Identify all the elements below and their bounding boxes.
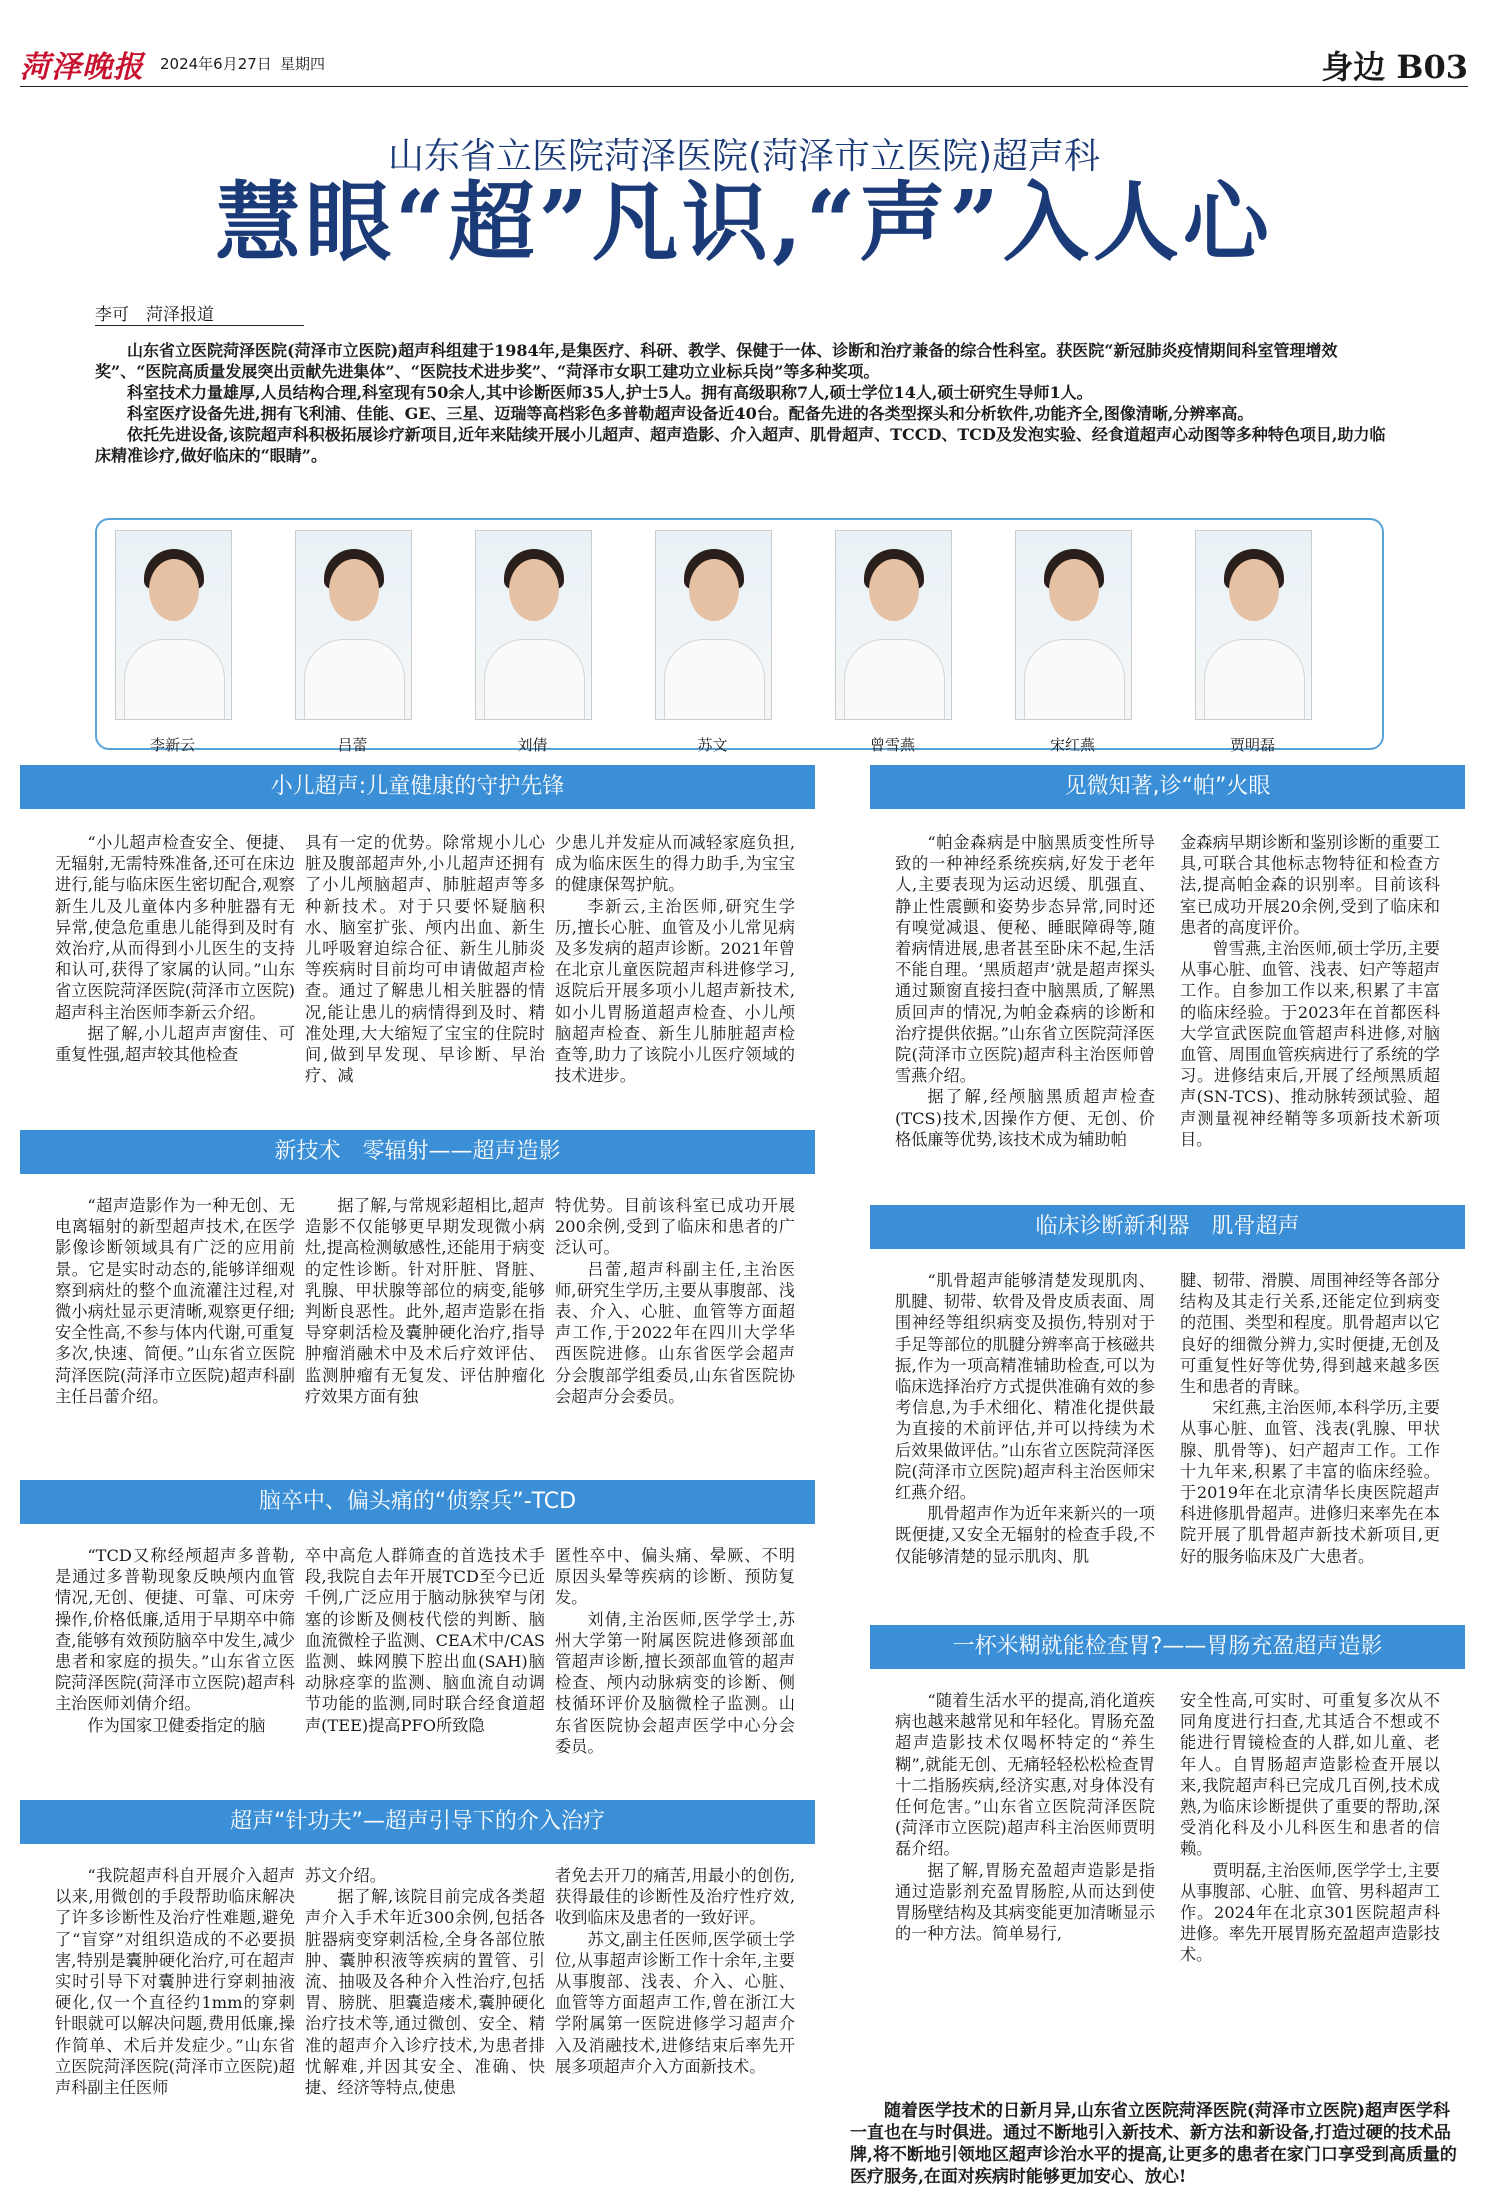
paragraph: 据了解,经颅脑黑质超声检查(TCS)技术,因操作方便、无创、价格低廉等优势,该技术成为辅助帕 bbox=[895, 1087, 1155, 1149]
paragraph: 据了解,小儿超声声窗佳、可重复性强,超声较其他检查 bbox=[55, 1023, 295, 1065]
issue-date: 2024年6月27日 bbox=[160, 55, 272, 73]
paragraph: “我院超声科自开展介入超声以来,用微创的手段帮助临床解决了许多诊断性及治疗性难题,避免了“盲穿”对组织造成的不必要损害,特别是囊肿硬化治疗,可在超声实时引导下对囊肿进行穿刺抽液硬化,仅一个直径约1mm的穿刺针眼就可以解决问题,费用低廉,操作简单、术后并发症少。”山东省立医院菏泽医院(菏泽市立医院)超声科副主任医师 bbox=[55, 1866, 295, 2098]
headline: 慧眼“超”凡识,“声”入人心 bbox=[215, 172, 1273, 273]
doctor-card bbox=[1015, 530, 1130, 755]
doctor-card bbox=[1195, 530, 1310, 755]
paragraph: 特优势。目前该科室已成功开展200余例,受到了临床和患者的广泛认可。 bbox=[555, 1196, 795, 1258]
paragraph: 腱、韧带、滑膜、周围神经等各部分结构及其走行关系,还能定位到病变的范围、类型和程度。肌骨超声以它良好的细微分辨力,实时便捷,无创及可重复性好等优势,得到越来越多医生和患者的青睐。 bbox=[1180, 1271, 1440, 1397]
byline: 李可 菏泽报道 bbox=[95, 300, 304, 326]
paragraph: 苏文,副主任医师,医学硕士学位,从事超声诊断工作十余年,主要从事腹部、浅表、介入、心脏、血管等方面超声工作,曾在浙江大学附属第一医院进修学习超声介入及消融技术,进修结束后率先开展多项超声介入方面新技术。 bbox=[555, 1929, 795, 2076]
section-banner: 小儿超声:儿童健康的守护先锋 bbox=[20, 765, 815, 809]
article-column bbox=[305, 1195, 545, 1407]
doctor-card bbox=[115, 530, 230, 755]
doctor-photo bbox=[835, 530, 952, 720]
paragraph: 具有一定的优势。除常规小儿心脏及腹部超声外,小儿超声还拥有了小儿颅脑超声、肺脏超声等多种新技术。对于只要怀疑脑积水、脑室扩张、颅内出血、新生儿呼吸窘迫综合征、新生儿肺炎等疾病时目前均可申请做超声检查。通过了解患儿相关脏器的情况,能让患儿的病情得到及时、精准处理,大大缩短了宝宝的住院时间,做到早发现、早诊断、早治疗、减 bbox=[305, 833, 545, 1086]
section-banner: 超声“针功夫”—超声引导下的介入治疗 bbox=[20, 1800, 815, 1844]
section-banner: 见微知著,诊“帕”火眼 bbox=[870, 765, 1465, 809]
doctor-photo-strip bbox=[95, 518, 1384, 754]
article-column bbox=[305, 1865, 545, 2098]
paragraph: 据了解,该院目前完成各类超声介入手术年近300余例,包括各脏器病变穿刺活检,全身各部位脓肿、囊肿积液等疾病的置管、引流、抽吸及各种介入性治疗,包括胃、膀胱、胆囊造瘘术,囊肿硬化治疗技术等,通过微创、安全、精准的超声介入诊疗技术,为患者排忧解难,并因其安全、准确、快捷、经济等特点,使患 bbox=[305, 1887, 545, 2098]
paragraph: 据了解,与常规彩超相比,超声造影不仅能够更早期发现微小病灶,提高检测敏感性,还能用于病变的定性诊断。针对肝脏、肾脏、乳腺、甲状腺等部位的病变,能够判断良恶性。此外,超声造影在指导穿刺活检及囊肿硬化治疗,指导肿瘤消融术中及术后疗效评估、监测肿瘤有无复发、评估肿瘤化疗效果方面有独 bbox=[305, 1196, 545, 1406]
paragraph: “TCD又称经颅超声多普勒,是通过多普勒现象反映颅内血管情况,无创、便捷、可靠、可床旁操作,价格低廉,适用于早期卒中筛查,能够有效预防脑卒中发生,减少患者和家庭的损失。”山东省立医院菏泽医院(菏泽市立医院)超声科主治医师刘倩介绍。 bbox=[55, 1546, 295, 1714]
doctor-card bbox=[475, 530, 590, 755]
issue-weekday: 星期四 bbox=[280, 55, 326, 73]
article-column bbox=[1180, 1690, 1440, 1966]
article-column bbox=[895, 1690, 1155, 1944]
doctor-photo bbox=[1015, 530, 1132, 720]
paragraph: 少患儿并发症从而减轻家庭负担,成为临床医生的得力助手,为宝宝的健康保驾护航。 bbox=[555, 833, 795, 895]
doctor-photo bbox=[475, 530, 592, 720]
article-column bbox=[55, 1545, 295, 1736]
section-banner: 新技术 零辐射——超声造影 bbox=[20, 1130, 815, 1174]
doctor-name: 曾雪燕 bbox=[869, 736, 915, 754]
article-column bbox=[305, 1545, 545, 1736]
doctor-photo bbox=[655, 530, 772, 720]
intro-paragraph: 依托先进设备,该院超声科积极拓展诊疗新项目,近年来陆续开展小儿超声、超声造影、介入超声、肌骨超声、TCCD、TCD及发泡实验、经食道超声心动图等多种特色项目,助力临床精准诊疗,做好临床的“眼睛”。 bbox=[95, 425, 1386, 465]
intro-paragraph: 科室技术力量雄厚,人员结构合理,科室现有50余人,其中诊断医师35人,护士5人。拥有高级职称7人,硕士学位14人,硕士研究生导师1人。 bbox=[127, 383, 1093, 402]
paragraph: “小儿超声检查安全、便捷、无辐射,无需特殊准备,还可在床边进行,能与临床医生密切配合,观察新生儿及儿童体内多种脏器有无异常,使急危重患儿能得到及时有效治疗,从而得到小儿医生的支持和认可,获得了家属的认同。”山东省立医院菏泽医院(菏泽市立医院)超声科主治医师李新云介绍。 bbox=[55, 833, 295, 1022]
paragraph: 苏文介绍。 bbox=[305, 1866, 386, 1885]
kicker: 山东省立医院菏泽医院(菏泽市立医院)超声科 bbox=[387, 136, 1101, 177]
article-column bbox=[555, 1865, 795, 2077]
paragraph: 曾雪燕,主治医师,硕士学历,主要从事心脏、血管、浅表、妇产等超声工作。自参加工作以来,积累了丰富的临床经验。于2023年在首都医科大学宣武医院血管超声科进修,对脑血管、周围血管疾病进行了系统的学习。进修结束后,开展了经颅黑质超声(SN-TCS)、推动脉转颈试验、超声测量视神经鞘等多项新技术新项目。 bbox=[1180, 939, 1440, 1149]
article-column bbox=[895, 832, 1155, 1150]
intro-paragraph: 山东省立医院菏泽医院(菏泽市立医院)超声科组建于1984年,是集医疗、科研、教学、保健于一体、诊断和治疗兼备的综合性科室。获医院“新冠肺炎疫情期间科室管理增效奖”、“医院高质量发展突出贡献先进集体”、“医院技术进步奖”、“菏泽市女职工建功立业标兵岗”等多种奖项。 bbox=[95, 341, 1338, 381]
article-column bbox=[1180, 1270, 1440, 1567]
article-column bbox=[1180, 832, 1440, 1150]
section-banner: 脑卒中、偏头痛的“侦察兵”-TCD bbox=[20, 1480, 815, 1524]
paragraph: 宋红燕,主治医师,本科学历,主要从事心脏、血管、浅表(乳腺、甲状腺、肌骨等)、妇产超声工作。工作十九年来,积累了丰富的临床经验。于2019年在北京清华长庚医院超声科进修肌骨超声。进修归来率先在本院开展了肌骨超声新技术新项目,更好的服务临床及广大患者。 bbox=[1180, 1398, 1440, 1566]
article-column bbox=[555, 832, 795, 1086]
paragraph: 据了解,胃肠充盈超声造影是指通过造影剂充盈胃肠腔,从而达到使胃肠壁结构及其病变能更加清晰显示的一种方法。简单易行, bbox=[895, 1860, 1155, 1944]
closing-paragraph bbox=[850, 2100, 1460, 2188]
doctor-photo bbox=[1195, 530, 1312, 720]
paragraph: 安全性高,可实时、可重复多次从不同角度进行扫查,尤其适合不想或不能进行胃镜检查的人群,如儿童、老年人。自胃肠超声造影检查开展以来,我院超声科已完成几百例,技术成熟,为临床诊断提供了重要的帮助,深受消化科及小儿科医生和患者的信赖。 bbox=[1180, 1691, 1440, 1859]
paragraph: 刘倩,主治医师,医学学士,苏州大学第一附属医院进修颈部血管超声诊断,擅长颈部血管的超声检查、颅内动脉病变的诊断、侧枝循环评价及脑微栓子监测。山东省医院协会超声医学中心分会委员。 bbox=[555, 1609, 795, 1756]
paragraph: 贾明磊,主治医师,医学学士,主要从事腹部、心脏、血管、男科超声工作。2024年在北京301医院超声科进修。率先开展胃肠充盈超声造影技术。 bbox=[1180, 1860, 1440, 1965]
article-column bbox=[55, 1195, 295, 1407]
paragraph: 肌骨超声作为近年来新兴的一项既便捷,又安全无辐射的检查手段,不仅能够清楚的显示肌肉、肌 bbox=[895, 1504, 1155, 1566]
doctor-card bbox=[295, 530, 410, 755]
paragraph: 作为国家卫健委指定的脑 bbox=[87, 1715, 266, 1735]
section-banner: 一杯米糊就能检查胃?——胃肠充盈超声造影 bbox=[870, 1625, 1465, 1669]
article-column bbox=[555, 1195, 795, 1407]
paragraph: 金森病早期诊断和鉴别诊断的重要工具,可联合其他标志物特征和检查方法,提高帕金森的识别率。目前该科室已成功开展20余例,受到了临床和患者的高度评价。 bbox=[1180, 833, 1440, 937]
doctor-photo bbox=[115, 530, 232, 720]
doctor-name: 刘倩 bbox=[517, 736, 548, 754]
paragraph: “随着生活水平的提高,消化道疾病也越来越常见和年轻化。胃肠充盈超声造影技术仅喝杯特定的“养生糊”,就能无创、无痛轻轻松松检查胃十二指肠疾病,经济实惠,对身体没有任何危害。”山东省立医院菏泽医院(菏泽市立医院)超声科主治医师贾明磊介绍。 bbox=[895, 1691, 1155, 1859]
paper-logo: 菏泽晚报 bbox=[20, 50, 144, 85]
paragraph: 卒中高危人群筛查的首选技术手段,我院自去年开展TCD至今已近千例,广泛应用于脑动脉狭窄与闭塞的诊断及侧枝代偿的判断、脑血流微栓子监测、CEA术中/CAS监测、蛛网膜下腔出血(SAH)脑动脉痉挛的监测、脑血流自动调节功能的监测,同时联合经食道超声(TEE)提高PFO所致隐 bbox=[305, 1546, 545, 1735]
paragraph: “帕金森病是中脑黑质变性所导致的一种神经系统疾病,好发于老年人,主要表现为运动迟缓、肌强直、静止性震颤和姿势步态异常,同时还有嗅觉减退、便秘、睡眠障碍等,随着病情进展,患者甚至卧床不起,生活不能自理。‘黑质超声’就是超声探头通过颞窗直接扫查中脑黑质,了解黑质回声的情况,为帕金森病的诊断和治疗提供依据。”山东省立医院菏泽医院(菏泽市立医院)超声科主治医师曾雪燕介绍。 bbox=[895, 833, 1155, 1086]
doctor-name: 贾明磊 bbox=[1229, 736, 1275, 754]
paragraph: 随着医学技术的日新月异,山东省立医院菏泽医院(菏泽市立医院)超声医学科一直也在与时俱进。通过不断地引入新技术、新方法和新设备,打造过硬的技术品牌,将不断地引领地区超声诊治水平的提高,让更多的患者在家门口享受到高质量的医疗服务,在面对疾病时能够更加安心、放心! bbox=[850, 2101, 1457, 2187]
doctor-name: 宋红燕 bbox=[1049, 736, 1095, 754]
doctor-card bbox=[835, 530, 950, 755]
doctor-name: 吕蕾 bbox=[337, 736, 368, 754]
paragraph: “超声造影作为一种无创、无电离辐射的新型超声技术,在医学影像诊断领域具有广泛的应用前景。它是实时动态的,能够详细观察到病灶的整个血流灌注过程,对微小病灶显示更清晰,观察更仔细;安全性高,不参与体内代谢,可重复多次,快速、简便。”山东省立医院菏泽医院(菏泽市立医院)超声科副主任吕蕾介绍。 bbox=[55, 1196, 295, 1406]
paragraph: 者免去开刀的痛苦,用最小的创伤,获得最佳的诊断性及治疗性疗效,收到临床及患者的一致好评。 bbox=[555, 1866, 795, 1928]
doctor-name: 苏文 bbox=[697, 736, 728, 754]
paragraph: 吕蕾,超声科副主任,主治医师,研究生学历,主要从事腹部、浅表、介入、心脏、血管等方面超声工作,于2022年在四川大学华西医院进修。山东省医学会超声分会腹部学组委员,山东省医院协会超声分会委员。 bbox=[555, 1259, 795, 1406]
article-column bbox=[305, 832, 545, 1086]
paragraph: “肌骨超声能够清楚发现肌肉、肌腱、韧带、软骨及骨皮质表面、周围神经等组织病变及损伤,特别对于手足等部位的肌腱分辨率高于核磁共振,作为一项高精准辅助检查,可以为临床选择治疗方式提供准确有效的参考信息,为手术细化、精准化提供最为直接的术前评估,并可以持续为术后效果做评估。”山东省立医院菏泽医院(菏泽市立医院)超声科主治医师宋红燕介绍。 bbox=[895, 1271, 1155, 1503]
intro bbox=[95, 340, 1395, 466]
article-column bbox=[55, 832, 295, 1065]
section-page: 身边 B03 bbox=[1321, 48, 1468, 86]
paragraph: 李新云,主治医师,研究生学历,擅长心脏、血管及小儿常见病及多发病的超声诊断。2021年曾在北京儿童医院超声科进修学习,返院后开展多项小儿超声新技术,如小儿胃肠道超声检查、小儿颅脑超声检查、新生儿肺脏超声检查等,助力了该院小儿医疗领域的技术进步。 bbox=[555, 896, 795, 1086]
paragraph: 匿性卒中、偏头痛、晕厥、不明原因头晕等疾病的诊断、预防复发。 bbox=[555, 1546, 795, 1608]
doctor-name: 李新云 bbox=[149, 736, 195, 754]
article-column bbox=[55, 1865, 295, 2098]
article-column bbox=[895, 1270, 1155, 1567]
doctor-card bbox=[655, 530, 770, 755]
masthead bbox=[20, 42, 1468, 87]
section-banner: 临床诊断新利器 肌骨超声 bbox=[870, 1205, 1465, 1249]
intro-paragraph: 科室医疗设备先进,拥有飞利浦、佳能、GE、三星、迈瑞等高档彩色多普勒超声设备近40台。配备先进的各类型探头和分析软件,功能齐全,图像清晰,分辨率高。 bbox=[127, 404, 1254, 423]
article-column bbox=[555, 1545, 795, 1757]
doctor-photo bbox=[295, 530, 412, 720]
